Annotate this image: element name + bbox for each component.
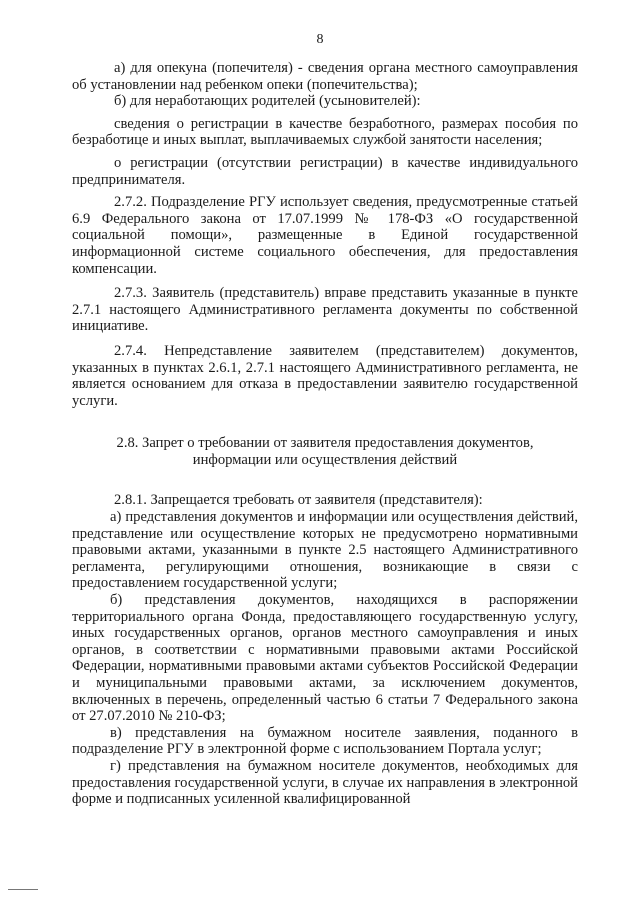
paragraph-item-a: а) представления документов и информации или осуществления действий, представление или осуществление которых не предусмотрено нормативными правовыми актами, указанными в пункте 2.5 настоящего Административного регламента, регулирующими отношения, возникающие в связи с предоставлением государственной услуги; (72, 509, 578, 592)
paragraph-item-b: б) представления документов, находящихся в распоряжении территориального органа Фонда, предоставляющего государственную услугу, иных государственных органов, органов местного самоуправления и иных органов, в соответствии с нормативными правовыми актами Российской Федерации, нормативными правовыми актами субъектов Российской Федерации и муниципальными правовыми актами, за исключением документов, включенных в перечень, определенный частью 6 статьи 7 Федерального закона от 27.07.2010 № 210-ФЗ; (72, 592, 578, 725)
paragraph-unemployment-registration: сведения о регистрации в качестве безработного, размерах пособия по безработице и иных выплат, выплачиваемых службой занятости населения; (72, 115, 578, 149)
document-body (72, 60, 578, 808)
section-heading-2-8: 2.8. Запрет о требовании от заявителя предоставления документов, информации или осуществления действий (116, 435, 534, 468)
paragraph-2-7-2: 2.7.2. Подразделение РГУ использует сведения, предусмотренные статьей 6.9 Федерального закона от 17.07.1999 № 178-ФЗ «О государственной социальной помощи», размещенные в Единой государственной информационной системе социального обеспечения, для предоставления компенсации. (72, 194, 578, 277)
footer-divider (8, 889, 38, 890)
page-number: 8 (316, 32, 324, 47)
paragraph-2-8-1: 2.8.1. Запрещается требовать от заявителя (представителя): (114, 492, 483, 509)
paragraph-item-v: в) представления на бумажном носителе заявления, поданного в подразделение РГУ в электронной форме с использованием Портала услуг; (72, 724, 578, 758)
paragraph-guardian: а) для опекуна (попечителя) - сведения органа местного самоуправления об установлении над ребенком опеки (попечительства); (72, 60, 578, 93)
paragraph-entrepreneur-registration: о регистрации (отсутствии регистрации) в качестве индивидуального предпринимателя. (72, 154, 578, 188)
paragraph-2-7-4: 2.7.4. Непредставление заявителем (представителем) документов, указанных в пунктах 2.6.1, 2.7.1 настоящего Административного регламента, не является основанием для отказа в предоставлении заявителю государственной услуги. (72, 342, 578, 409)
paragraph-item-g: г) представления на бумажном носителе документов, необходимых для предоставления государственной услуги, в случае их направления в электронной форме и подписанных усиленной квалифицированной (72, 757, 578, 808)
paragraph-unemployed-parents: б) для неработающих родителей (усыновителей): (114, 93, 421, 110)
paragraph-2-7-3: 2.7.3. Заявитель (представитель) вправе представить указанные в пункте 2.7.1 настоящего Административного регламента документы по собственной инициативе. (72, 285, 578, 335)
